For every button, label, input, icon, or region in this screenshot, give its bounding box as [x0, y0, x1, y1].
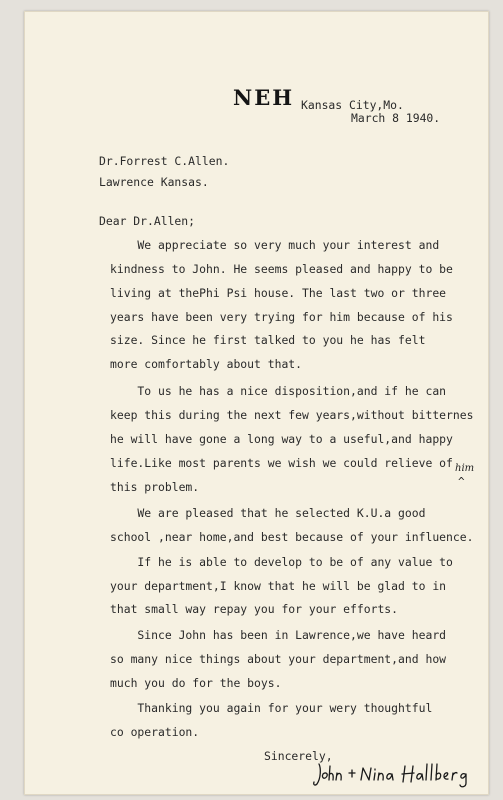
recipient-name: Dr.Forrest C.Allen.: [99, 154, 230, 168]
body-line: Thanking you again for your wery thoughtful: [110, 701, 433, 715]
body-line: Since John has been in Lawrence,we have heard: [110, 628, 447, 642]
body-line: To us he has a nice disposition,and if he can: [110, 384, 447, 398]
letter-date: March 8 1940.: [351, 111, 441, 125]
recipient-city: Lawrence Kansas.: [99, 175, 209, 189]
body-line: so many nice things about your department,and how: [110, 652, 447, 666]
body-line: more comfortably about that.: [110, 357, 303, 371]
signature-handwritten: [311, 758, 491, 790]
body-line: this problem.: [110, 480, 200, 494]
salutation: Dear Dr.Allen;: [99, 214, 196, 228]
handwritten-insert: him: [455, 463, 475, 474]
body-line: much you do for the boys.: [110, 676, 282, 690]
closing: Sincerely,: [264, 749, 333, 763]
letter-page: [24, 11, 489, 795]
body-line: years have been very trying for him because of his: [110, 310, 453, 324]
insert-caret-mark: ^: [458, 475, 465, 488]
body-line: life.Like most parents we wish we could relieve of: [110, 456, 453, 470]
letterhead-monogram: NEH: [233, 85, 295, 110]
body-line: keep this during the next few years,without bitternes: [110, 408, 474, 422]
body-line: your department,I know that he will be glad to in: [110, 579, 447, 593]
body-line: We are pleased that he selected K.U.a good: [110, 506, 426, 520]
body-line: school ,near home,and best because of your influence.: [110, 530, 474, 544]
body-line: If he is able to develop to be of any value to: [110, 555, 453, 569]
body-line: size. Since he first talked to you he has felt: [110, 333, 426, 347]
body-line: We appreciate so very much your interest and: [110, 238, 440, 252]
letterhead-place: Kansas City,Mo.: [301, 98, 404, 112]
body-line: that small way repay you for your efforts.: [110, 602, 399, 616]
body-line: co operation.: [110, 725, 200, 739]
body-line: living at thePhi Psi house. The last two or three: [110, 286, 447, 300]
body-line: he will have gone a long way to a useful,and happy: [110, 432, 453, 446]
body-line: kindness to John. He seems pleased and happy to be: [110, 262, 453, 276]
